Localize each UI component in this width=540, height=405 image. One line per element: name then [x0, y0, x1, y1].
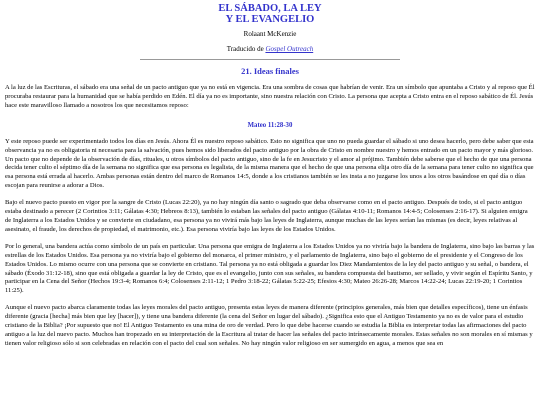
paragraph-1: A la luz de las Escrituras, el sábado era una señal de un pacto antiguo que ya no está en vigencia. Era una sombra de cosas que habrían de venir. Era un símbolo que apuntaba a Cristo y al reposo que Él procuraba restaurar para la humanidad que se había perdido en Edén. El día ya no es importante, sino nuestra relación con Cristo. La persona que acepta a Cristo entra en el reposo sabático de Él. Jesús hace este maravilloso llamado a nosotros los que necesitamos reposo: — [5, 84, 535, 109]
author-name: Rolaant McKenzie — [243, 30, 297, 38]
paragraph-2: Y este reposo puede ser experimentado todos los días en Jesús. Ahora Él es nuestro reposo sabático. Esto no significa que uno no pueda guardar el sábado si uno desea hacerlo, pero debe saber que esta observancia ya no es obligatoria ni necesaria para la salvación, pues hemos sido liberados del pacto antiguo por la obra de Cristo en nombre nuestro y hemos entrado en un pacto mayor y más glorioso. Un pacto que no depende de la observación de días, rituales, u otros símbolos del pacto antiguo, sino de la fe en Jesucristo y el amor al prójimo. También debe saberse que el hecho de que una persona decida tener culto el séptimo día de la semana no significa que esa persona es legalista, de la misma manera que el hecho de que una persona elija otro día de la semana para tener culto no significa que esa persona está errada al hacerlo. Ambas personas están dentro del marco de Romanos 14:5, donde a los cristianos también se les insta a no juzgarse los unos a los otros basándose en qué día o días escojan para reunirse a adorar a Dios. — [5, 137, 534, 190]
book-title — [5, 3, 535, 25]
scripture-reference: Mateo 11:28-30 — [247, 121, 293, 129]
book-title-line-2: Y EL EVANGELIO — [225, 14, 315, 25]
book-title-line-1: EL SÁBADO, LA LEY — [218, 3, 322, 14]
translation-prefix: Traducido de — [226, 45, 266, 53]
chapter-title: 21. Ideas finales — [241, 66, 299, 76]
paragraph-4: Por lo general, una bandera actúa como símbolo de un país en particular. Una persona que emigra de Inglaterra a los Estados Unidos ya no viviría bajo la bandera de Inglaterra, sino bajo las barras y las estrellas de los Estados Unidos. Esa persona ya no viviría bajo el gobierno del monarca, el primer ministro, y el parlamento de Inglaterra, sino bajo el gobierno de el presidente y el Congreso de los Estados Unidos. Lo mismo ocurre con una persona que se convierte en cristiano. Tal persona ya no está obligada a guardar los Diez Mandamientos de la ley del pacto antiguo y su señal, o bandera, el sábado (Éxodo 31:12-18), sino que está obligada a guardar la ley de Cristo, que es el evangelio, junto con sus señales, su bandera compuesta del bautismo, ser sellado, y vivir según el Espíritu Santo, y participar en la Cena del Señor (Hechos 19:3-4; Romanos 6:4; Colosenses 2:11-12; 1 Pedro 3:18-22; Gálatas 5:22-25; Efesios 4:30; Mateo 26:26-28; Marcos 14:22-24; Lucas 22:19-20; 1 Corintios 11:25). — [5, 242, 535, 295]
header-divider — [140, 59, 400, 60]
paragraph-5: Aunque el nuevo pacto abarca claramente todas las leyes morales del pacto antiguo, presenta estas leyes de manera diferente (principios generales, más bien que detalles específicos), tiene un énfasis diferente (gracia [hecha] más bien que ley [hacer]), y tiene una bandera diferente (la cena del Señor en lugar del sábado). ¿Significa esto que el Antiguo Testamento ya no es de valor para el estudio cristiano de la Biblia? ¡Por supuesto que no! El Antiguo Testamento es una mina de oro de verdad. Pero lo que debe hacerse cuando se estudia la Biblia es interpretar todas las afirmaciones del pacto antiguo a la luz del nuevo pacto. Muchos han tropezado en su interpretación de la Escritura al tratar de hacer las señales del pacto intrínsecamente morales. Estas señales no son morales en sí mismas y tienen valor religioso sólo si son celebradas en relación con el pacto del cual son señales. No hay ningún valor religioso en ser sumergido en agua, a menos que sea en — [5, 304, 533, 347]
paragraph-3: Bajo el nuevo pacto puesto en vigor por la sangre de Cristo (Lucas 22:20), ya no hay ningún día santo o sagrado que deba observarse como en el pacto antiguo. Después de todo, si el pacto antiguo estaba destinado a perecer (2 Corintios 3:11; Gálatas 4:30; Hebreos 8:13), también lo estaban las señales del pacto antiguo (Gálatas 4:10-11; Romanos 14:4-5; Colosenses 2:16-17). Si alguien emigra de Inglaterra a los Estados Unidos y se convierte en ciudadano, esa persona ya no vivirá más bajo las leyes de Inglaterra, aunque muchas de las leyes serían las mismas (es decir, leyes relativas al asesinato, el fraude, los derechos de propiedad, el matrimonio, etc.). Esa persona viviría bajo las leyes de los Estados Unidos. — [5, 199, 528, 233]
gospel-outreach-link[interactable]: Gospel Outreach — [265, 45, 314, 53]
translation-credit — [5, 45, 535, 54]
